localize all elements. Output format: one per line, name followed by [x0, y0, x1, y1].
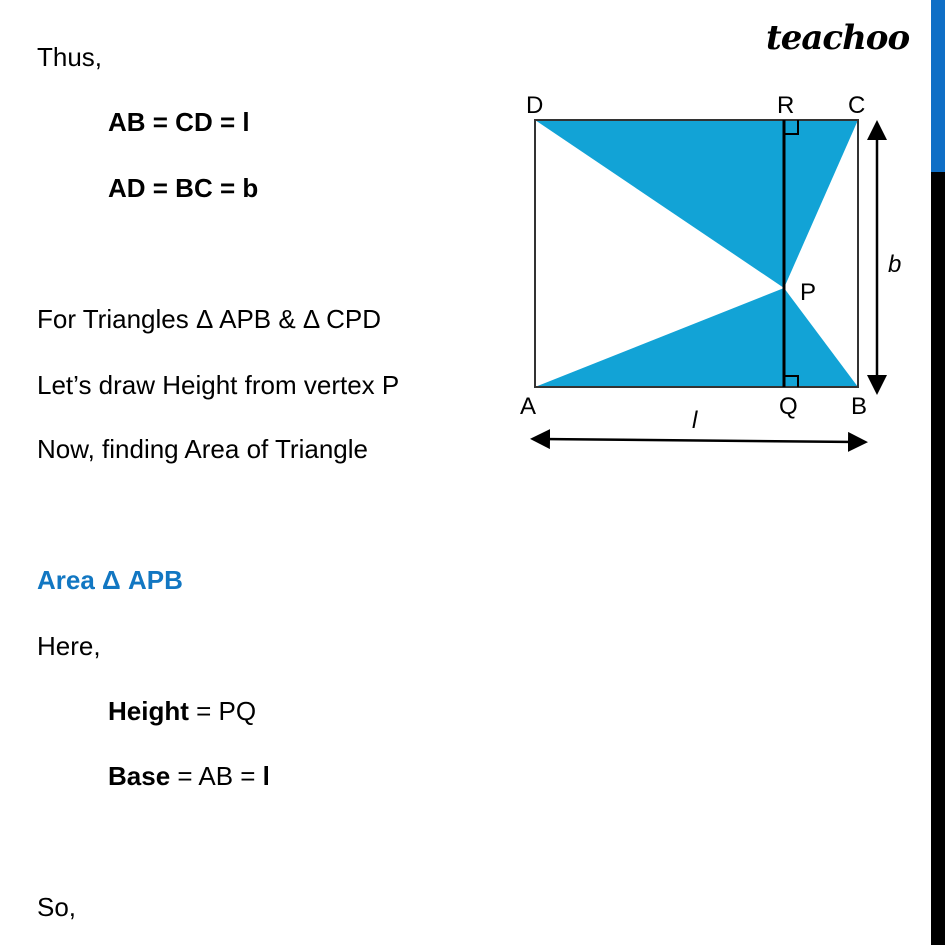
- base-label: Base: [108, 761, 171, 791]
- label-d: D: [526, 92, 544, 119]
- text-here: Here,: [37, 631, 101, 661]
- label-p: P: [800, 279, 817, 306]
- label-q: Q: [779, 393, 798, 420]
- label-c: C: [848, 92, 866, 119]
- text-so: So,: [37, 892, 77, 922]
- base-var: l: [262, 761, 270, 791]
- heading-area-apb: Area Δ APB: [37, 565, 183, 595]
- base-value: = AB =: [170, 761, 263, 791]
- text-draw-height: Let’s draw Height from vertex P: [37, 370, 400, 400]
- label-b: B: [851, 393, 868, 420]
- label-r: R: [777, 92, 795, 119]
- text-finding-area: Now, finding Area of Triangle: [37, 434, 368, 464]
- height-value: = PQ: [188, 696, 257, 726]
- text-for-triangles: For Triangles Δ APB & Δ CPD: [37, 304, 381, 334]
- equation-ab-cd: AB = CD = l: [108, 107, 250, 137]
- triangle-cpd: [535, 120, 858, 288]
- text-thus: Thus,: [37, 42, 103, 72]
- equation-ad-bc: AD = BC = b: [108, 173, 259, 203]
- length-arrow: [540, 439, 858, 442]
- label-a: A: [520, 393, 537, 420]
- label-length: l: [692, 407, 698, 434]
- height-label: Height: [108, 696, 189, 726]
- teachoo-logo: teachoo: [766, 18, 910, 58]
- label-breadth: b: [888, 251, 902, 278]
